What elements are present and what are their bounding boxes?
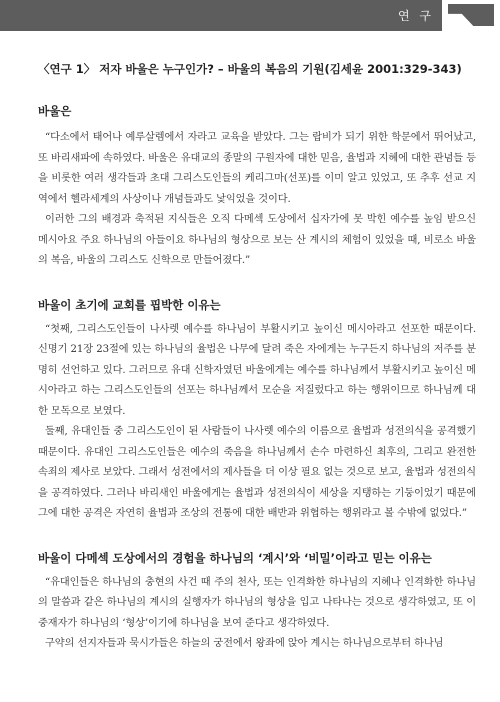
header-tab-shape [448, 4, 494, 26]
section-heading: 바울이 다메섹 도상에서의 경험을 하나님의 ‘계시’와 ‘비밀’이라고 믿는 이유는 [38, 550, 432, 565]
study-title: 〈연구 1〉 저자 바울은 누구인가? – 바울의 복음의 기원(김세윤 2001:329-343) [38, 62, 462, 76]
page-content [38, 60, 476, 655]
section-heading: 바울이 초기에 교회를 핍박한 이유는 [38, 297, 221, 312]
section-paul-is [38, 102, 476, 272]
section-persecution-reasons [38, 296, 476, 525]
paragraph: 이러한 그의 배경과 축적된 지식들은 오직 다메섹 도상에서 십자가에 못 박힌 예수를 높임 받으신 메시아요 주요 하나님의 아들이요 하나님의 형상으로 보는 산 계시의 체험이 있었을 때, 비로소 바울의 복음, 바울의 그리스도 신학으로 만들어졌다.” [38, 214, 476, 266]
section-damascus-revelation [38, 549, 476, 655]
header-section-label: 연 구 [398, 9, 434, 23]
paragraph: 구약의 선지자들과 묵시가들은 하늘의 궁전에서 왕좌에 앉아 계시는 하나님으로부터 하나님 [45, 638, 444, 649]
paragraph: “유대인들은 하나님의 충현의 사건 때 주의 천사, 또는 인격화한 하나님의 지혜나 인격화한 하나님의 말씀과 같은 하나님의 계시의 실행자가 하나님의 형상을 입고 나타나는 것으로 생각하였고, 또 이 중재자가 하나님의 ‘형상’이기에 하나님을 보여 준다고 생각하였다. [38, 576, 476, 629]
header-bar [0, 0, 500, 31]
section-heading: 바울은 [38, 104, 72, 118]
paragraph: “다소에서 태어나 예루살렘에서 자라고 교육을 받았다. 그는 랍비가 되기 위한 학문에서 뛰어났고, 또 바리새파에 속하였다. 바울은 유대교의 종말의 구원자에 대한 믿음, 율법과 지혜에 대한 관념들 등을 비롯한 여러 생각들과 초대 그리스도인들의 케리그마(선포)를 이미 알고 있었고, 또 추후 선교 지역에서 헬라세계의 사상이나 개념들과도 낯익었을 것이다. [38, 132, 476, 205]
paragraph: 둘째, 유대인들 중 그리스도인이 된 사람들이 나사렛 예수의 이름으로 율법과 성전의식을 공격했기 때문이다. 유대인 그리스도인들은 예수의 죽음을 하나님께서 손수 마련하신 최후의, 그리고 완전한 속죄의 제사로 보았다. 그래서 성전에서의 제사들을 더 이상 필요 없는 것으로 보고, 율법과 성전의식을 공격하였다. 그러나 바리새인 바울에게는 율법과 성전의식이 세상을 지탱하는 기둥이었기 때문에 그에 대한 공격은 자연히 율법과 조상의 전통에 대한 배반과 위협하는 행위라고 볼 수밖에 없었다.” [38, 426, 476, 519]
paragraph: “첫째, 그리스도인들이 나사렛 예수를 하나님이 부활시키고 높이신 메시아라고 선포한 때문이다. 신명기 21장 23절에 있는 하나님의 율법은 나무에 달려 죽은 자에게는 누구든지 하나님의 저주를 분명히 선언하고 있다. 그러므로 유대 신학자였던 바울에게는 예수를 하나님께서 부활시키고 높이신 메시아라고 하는 그리스도인들의 선포는 하나님께서 모순을 저질렀다고 하는 행위이므로 하나님께 대한 모독으로 보였다. [38, 323, 476, 417]
header-tab-decoration [442, 0, 500, 31]
